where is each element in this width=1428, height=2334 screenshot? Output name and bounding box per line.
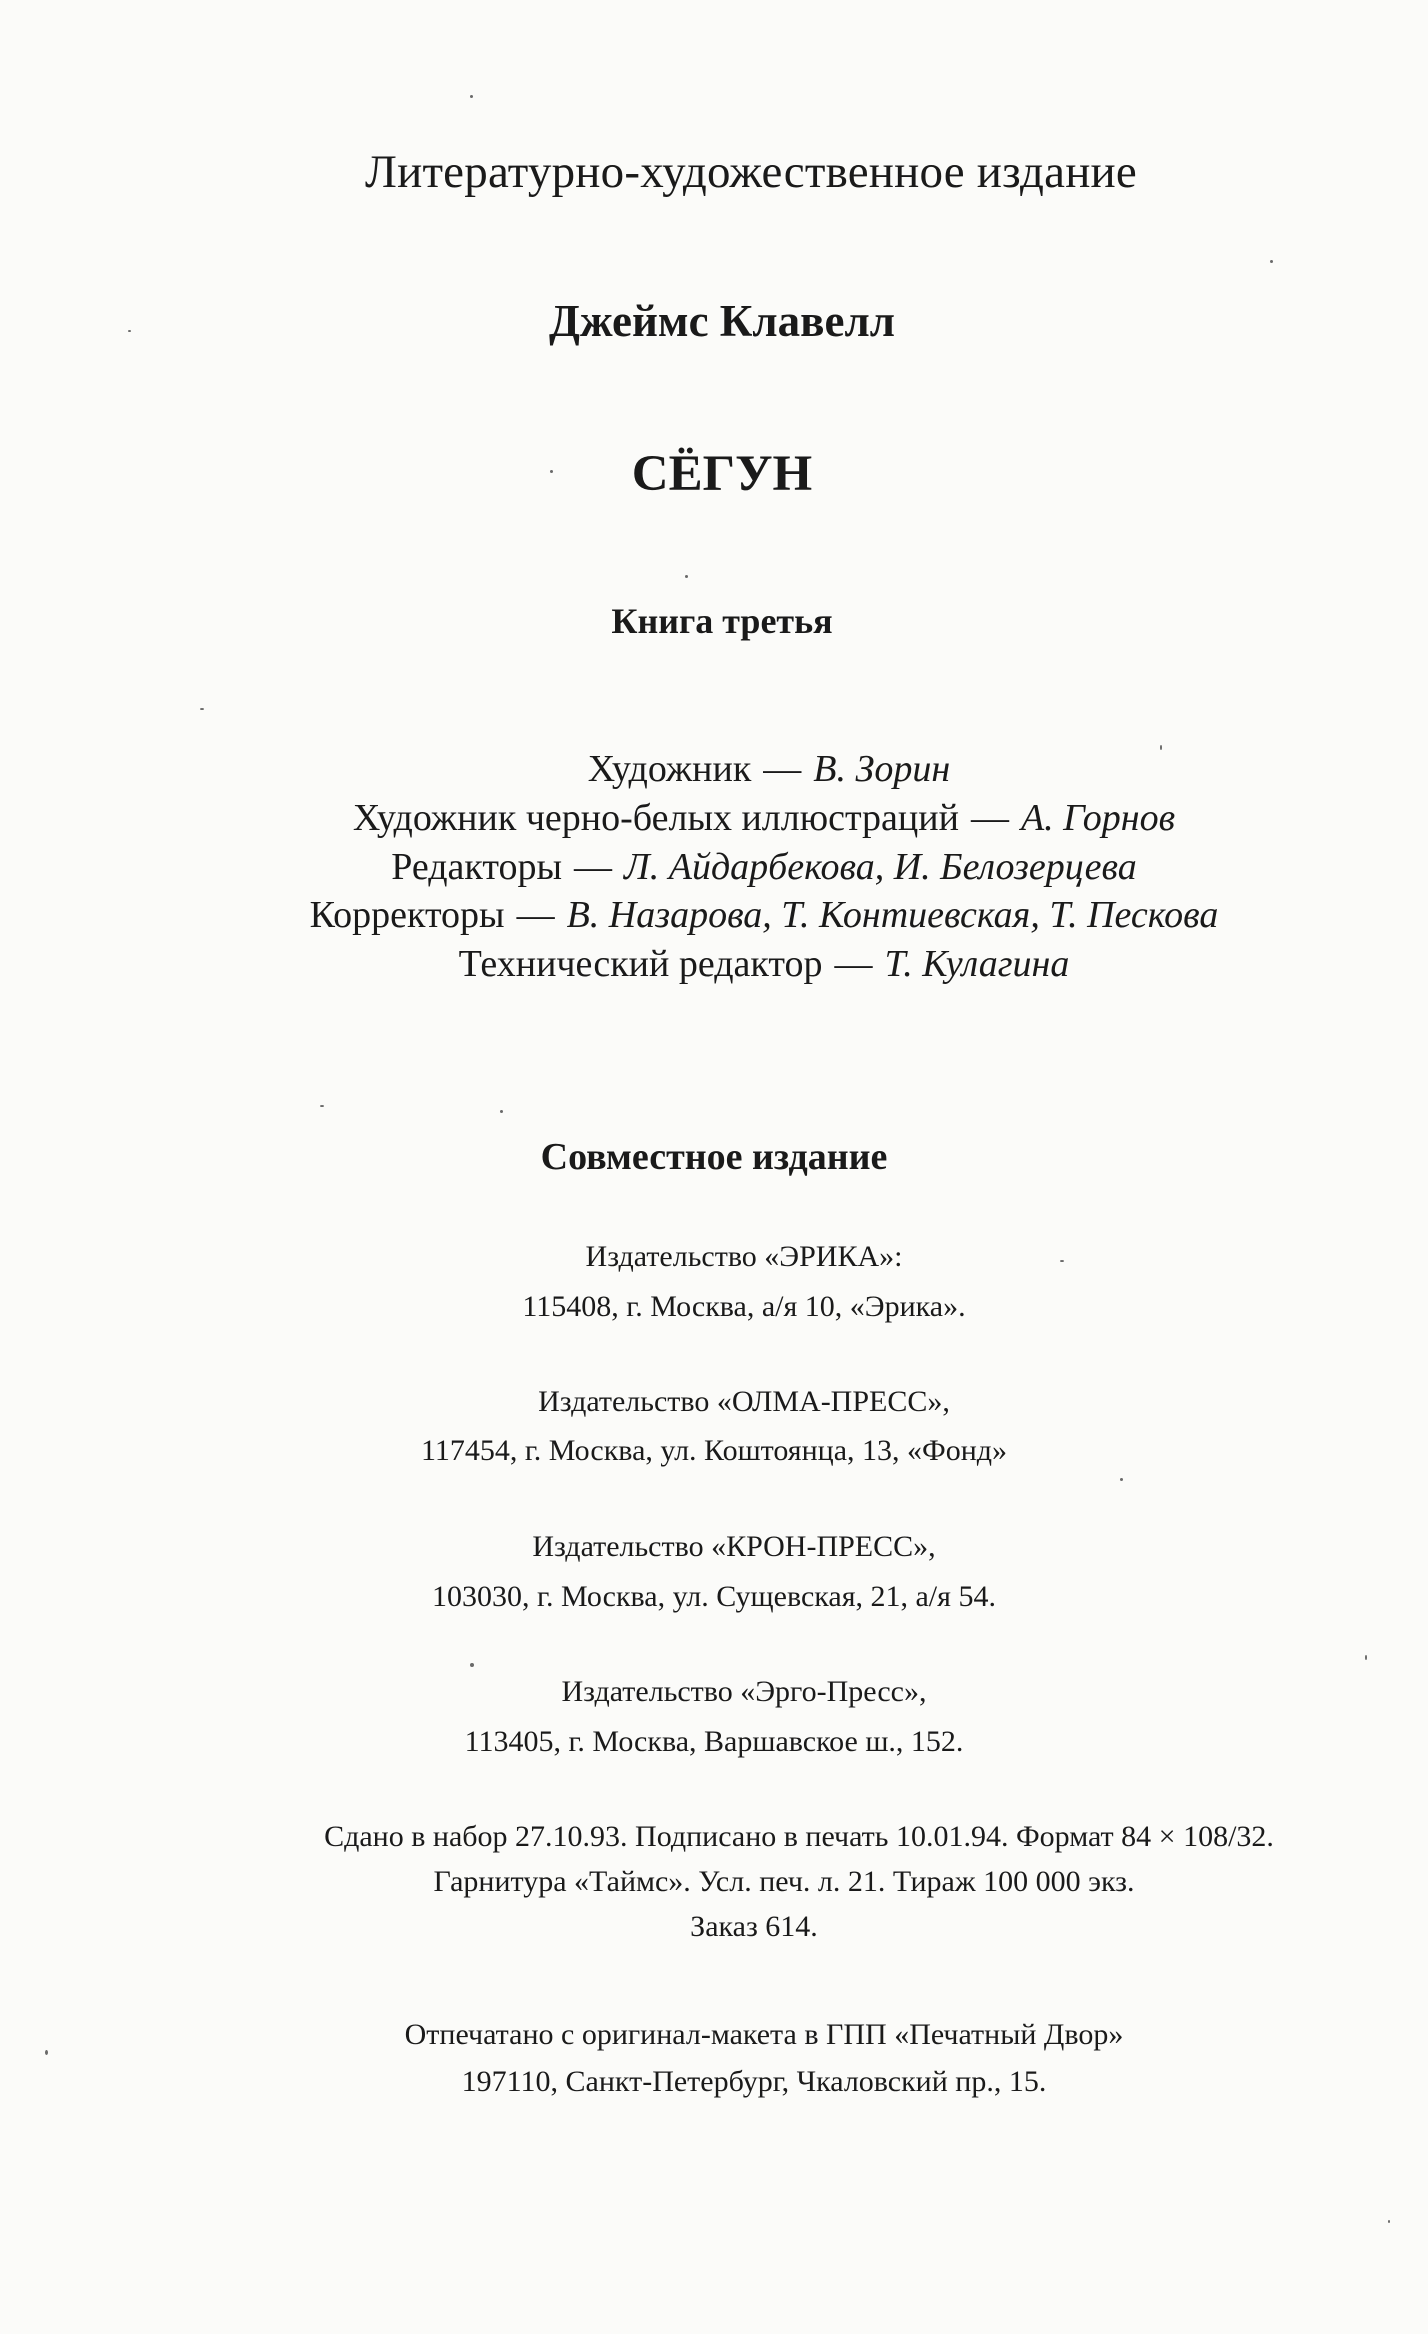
credit-line-editors: [50, 845, 1428, 889]
credit-role: Художник: [587, 748, 752, 790]
publisher-name: Издательство «Эрго-Пресс»,: [561, 1675, 927, 1708]
publisher-address: 117454, г. Москва, ул. Коштоянца, 13, «Фонд»: [420, 1434, 1008, 1467]
scan-speck: [470, 1663, 474, 1667]
credit-dash: —: [834, 943, 873, 985]
printer-line: Отпечатано с оригинал-макета в ГПП «Печатный Двор»: [404, 2018, 1124, 2051]
credit-role: Художник черно-белых иллюстраций: [352, 797, 959, 839]
publisher-name: Издательство «ОЛМА-ПРЕСС»,: [538, 1385, 950, 1418]
credit-dash: —: [516, 894, 555, 936]
credit-line-illustrator: [50, 796, 1428, 840]
credit-dash: —: [574, 846, 613, 888]
book-title: СЁГУН: [631, 446, 813, 502]
order-number: Заказ 614.: [690, 1910, 818, 1943]
credit-names: Т. Кулагина: [884, 943, 1070, 985]
credit-line-tech-editor: [50, 942, 1428, 986]
credit-dash: —: [970, 797, 1009, 839]
credit-names: В. Зорин: [813, 748, 951, 790]
scan-speck: [200, 708, 204, 710]
scan-speck: [128, 330, 131, 332]
publisher-name: Издательство «ЭРИКА»:: [585, 1240, 903, 1273]
printer-address: 197110, Санкт-Петербург, Чкаловский пр., 15.: [461, 2065, 1047, 2098]
scan-speck: [1060, 1260, 1064, 1262]
author-name: Джеймс Клавелл: [549, 296, 895, 346]
scan-speck: [470, 95, 473, 98]
imprint-line: Сдано в набор 27.10.93. Подписано в печать 10.01.94. Формат 84 × 108/32.: [324, 1820, 1274, 1853]
credit-dash: —: [763, 748, 802, 790]
credit-role: Корректоры: [309, 894, 505, 936]
book-part: Книга третья: [611, 601, 833, 641]
scan-speck: [550, 470, 553, 473]
publisher-address: 103030, г. Москва, ул. Сущевская, 21, а/я 54.: [432, 1580, 996, 1613]
scan-speck: [1365, 1655, 1367, 1660]
joint-edition-heading: Совместное издание: [540, 1136, 888, 1178]
publisher-address: 113405, г. Москва, Варшавское ш., 152.: [464, 1725, 964, 1758]
scan-speck: [320, 1105, 324, 1107]
imprint-line: Гарнитура «Таймс». Усл. печ. л. 21. Тираж 100 000 экз.: [433, 1865, 1135, 1898]
publisher-name: Издательство «КРОН-ПРЕСС»,: [532, 1530, 936, 1563]
credit-role: Технический редактор: [458, 943, 823, 985]
scan-speck: [500, 1110, 503, 1113]
credit-names: В. Назарова, Т. Контиевская, Т. Пескова: [566, 894, 1219, 936]
credit-role: Редакторы: [391, 846, 563, 888]
credit-line-proofreaders: [50, 893, 1428, 937]
credit-line-artist: [55, 747, 1428, 791]
scan-speck: [685, 575, 688, 578]
scan-speck: [1120, 1478, 1123, 1481]
scan-speck: [1160, 745, 1162, 750]
scan-speck: [1270, 260, 1273, 263]
scan-speck: [1388, 2220, 1390, 2223]
series-title: Литературно-художественное издание: [365, 146, 1137, 198]
credit-names: А. Горнов: [1020, 797, 1176, 839]
publisher-address: 115408, г. Москва, а/я 10, «Эрика».: [522, 1290, 966, 1323]
credit-names: Л. Айдарбекова, И. Белозерцева: [624, 846, 1137, 888]
scan-speck: [45, 2050, 48, 2055]
